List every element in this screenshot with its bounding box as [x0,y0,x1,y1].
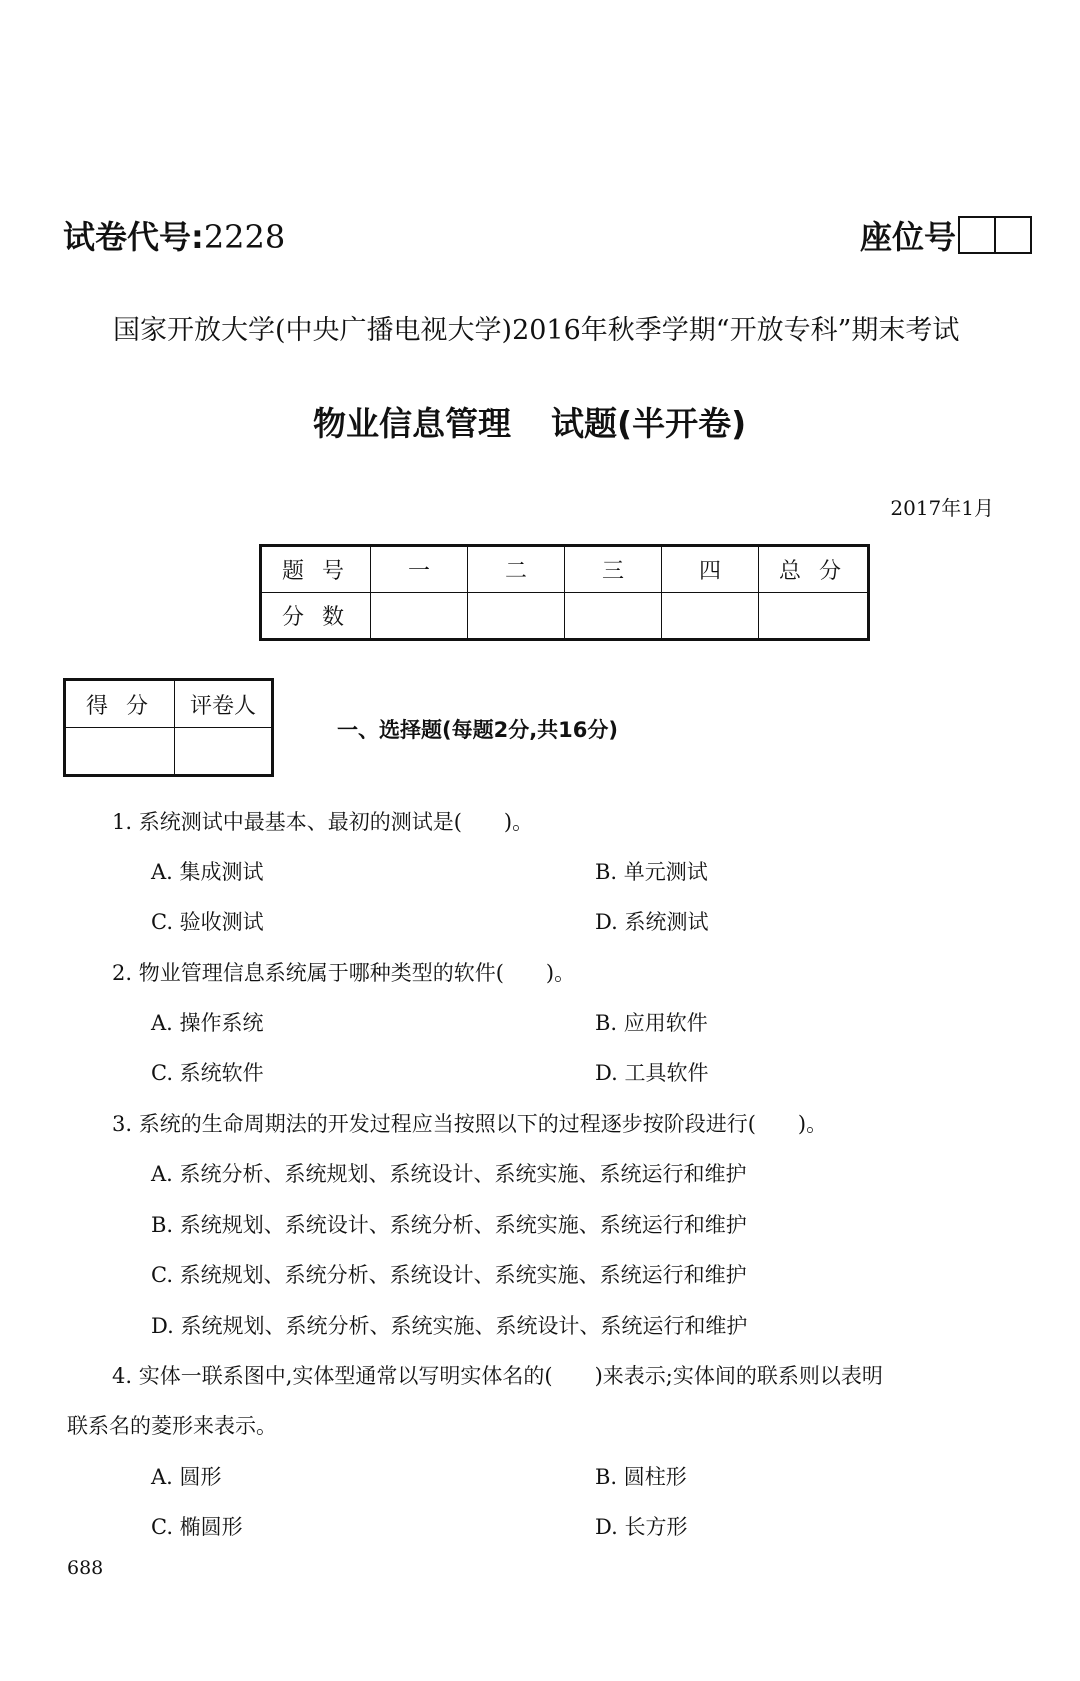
grader-score-cell[interactable] [65,728,175,776]
exam-university-line: 国家开放大学(中央广播电视大学)2016年秋季学期“开放专科”期末考试 [113,315,960,346]
paper-type: 试题(半开卷) [551,404,747,443]
question-4: 4. 实体一联系图中,实体型通常以写明实体名的( )来表示;实体间的联系则以表明 [112,1364,883,1388]
grader-name-label: 评卷人 [175,680,273,728]
subject-name: 物业信息管理 [313,404,511,443]
score-cell[interactable] [662,593,759,640]
seat-number-boxes[interactable] [958,216,1032,254]
paper-code-value: 2228 [203,218,286,256]
option-b: B. 圆柱形 [595,1465,687,1489]
seat-number [860,212,1032,258]
score-cell[interactable] [759,593,869,640]
option-a: A. 集成测试 [151,860,264,884]
exam-title [313,398,746,445]
seat-box[interactable] [960,218,994,252]
question-2: 2. 物业管理信息系统属于哪种类型的软件( )。 [112,961,576,985]
section-title: 一、选择题(每题2分,共16分) [337,718,619,742]
score-table-header: 三 [565,546,662,593]
option-d: D. 工具软件 [595,1061,709,1085]
score-table [259,544,870,641]
score-cell[interactable] [565,593,662,640]
score-table-header-row [261,546,869,593]
option-d: D. 系统规划、系统分析、系统实施、系统设计、系统运行和维护 [151,1314,748,1338]
score-table-score-row [261,593,869,640]
score-table-header: 题号 [261,546,371,593]
score-table-header: 总分 [759,546,869,593]
option-c: C. 椭圆形 [151,1515,243,1539]
score-row-label: 分数 [261,593,371,640]
score-cell[interactable] [371,593,468,640]
seat-number-label: 座位号 [860,218,957,256]
score-table-header: 四 [662,546,759,593]
option-c: C. 系统软件 [151,1061,264,1085]
grader-table [63,678,274,777]
option-a: A. 操作系统 [151,1011,264,1035]
option-c: C. 验收测试 [151,910,264,934]
grader-name-cell[interactable] [175,728,273,776]
score-cell[interactable] [468,593,565,640]
paper-code [63,212,285,258]
paper-code-label: 试卷代号: [63,218,204,256]
exam-date: 2017年1月 [890,496,994,520]
option-b: B. 单元测试 [595,860,708,884]
question-3: 3. 系统的生命周期法的开发过程应当按照以下的过程逐步按阶段进行( )。 [112,1112,828,1136]
score-table-header: 二 [468,546,565,593]
option-a: A. 圆形 [151,1465,222,1489]
grader-score-label: 得分 [65,680,175,728]
page-number: 688 [67,1557,104,1579]
question-4-continued: 联系名的菱形来表示。 [67,1414,277,1438]
seat-box[interactable] [994,218,1030,252]
score-table-header: 一 [371,546,468,593]
option-c: C. 系统规划、系统分析、系统设计、系统实施、系统运行和维护 [151,1263,747,1287]
option-b: B. 系统规划、系统设计、系统分析、系统实施、系统运行和维护 [151,1213,747,1237]
question-1: 1. 系统测试中最基本、最初的测试是( )。 [112,810,534,834]
option-a: A. 系统分析、系统规划、系统设计、系统实施、系统运行和维护 [151,1162,747,1186]
option-d: D. 长方形 [595,1515,688,1539]
option-b: B. 应用软件 [595,1011,708,1035]
option-d: D. 系统测试 [595,910,709,934]
